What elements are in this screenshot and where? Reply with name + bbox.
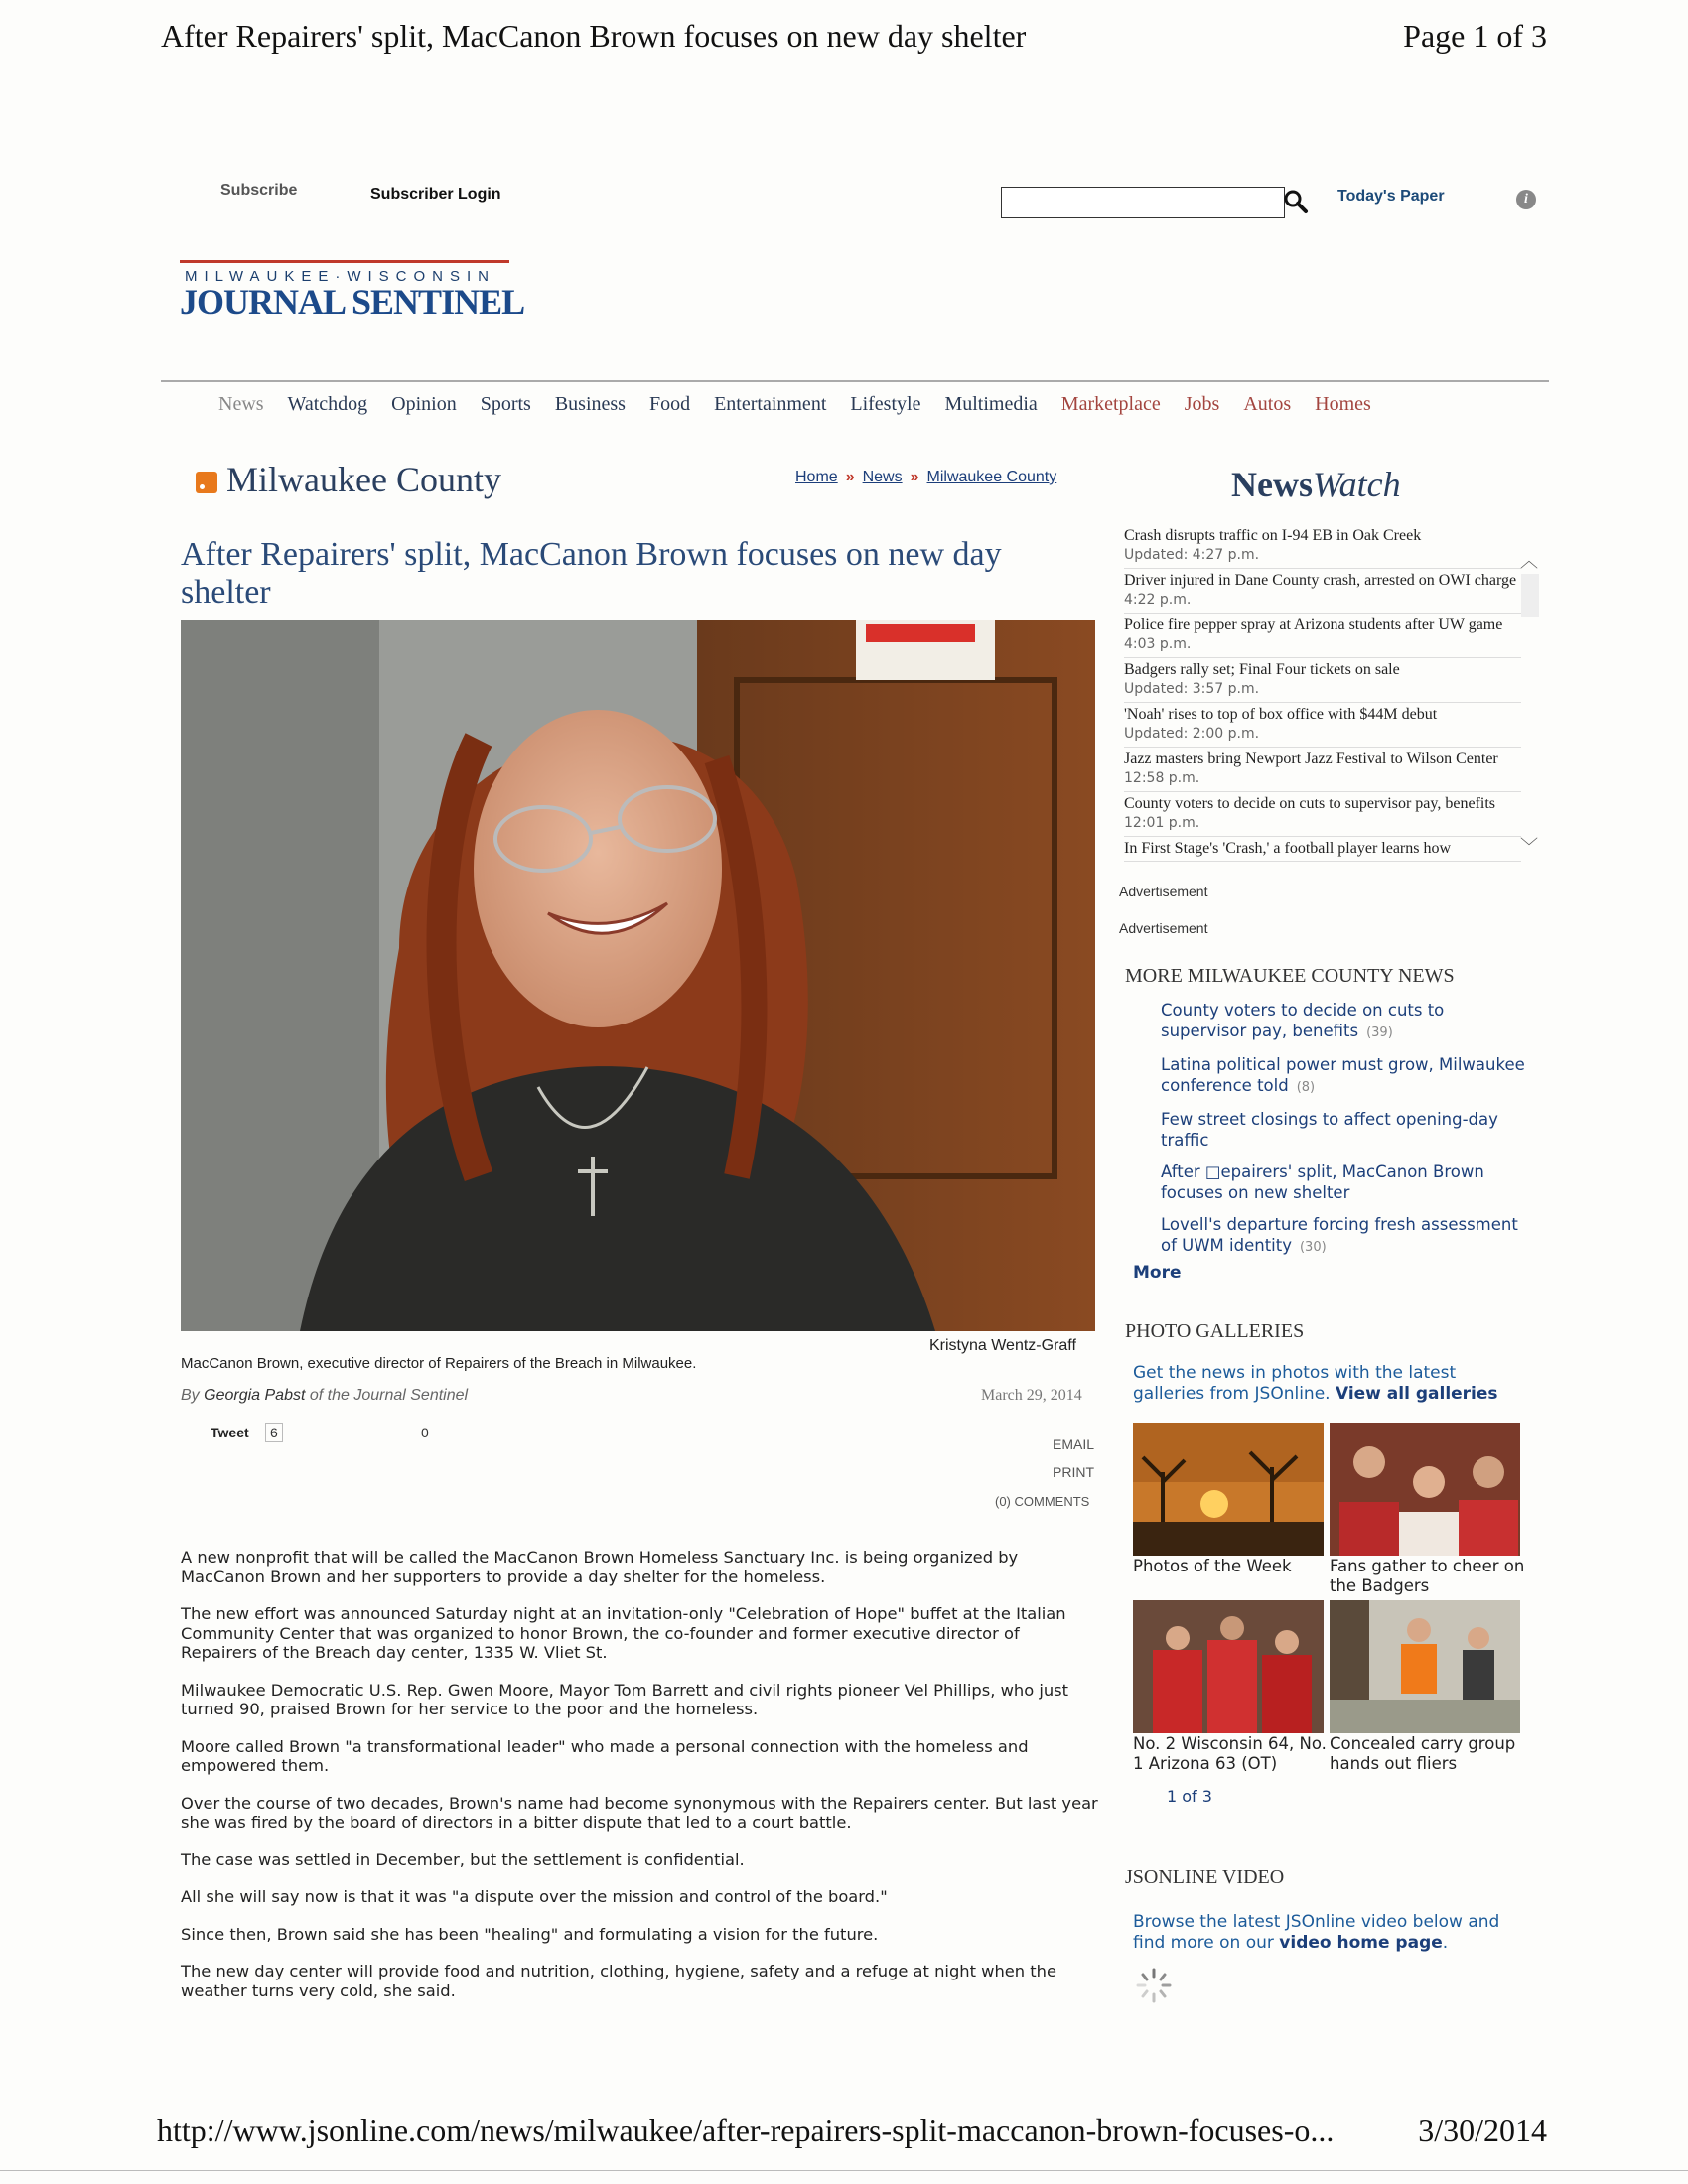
advertisement-label: Advertisement <box>1119 884 1208 899</box>
gallery-thumbnail-basketball[interactable] <box>1133 1600 1324 1733</box>
chevron-down-icon[interactable]: ﹀ <box>1520 837 1538 858</box>
newswatch-title <box>1231 464 1401 505</box>
print-footer-date: 3/30/2014 <box>1418 2113 1547 2148</box>
breadcrumb <box>795 469 1056 486</box>
newswatch-headline[interactable]: Driver injured in Dane County crash, arrested on OWI charge <box>1124 572 1517 589</box>
newswatch-headline[interactable]: County voters to decide on cuts to supervisor pay, benefits <box>1124 795 1495 812</box>
nav-watchdog[interactable]: Watchdog <box>287 392 368 415</box>
breadcrumb-news[interactable]: News <box>862 469 903 485</box>
nav-opinion[interactable]: Opinion <box>391 392 457 415</box>
subscribe-link[interactable]: Subscribe <box>220 182 298 199</box>
article-paragraph: The case was settled in December, but the settlement is confidential. <box>181 1849 745 1869</box>
nav-business[interactable]: Business <box>554 392 626 415</box>
loading-spinner-icon <box>1134 1966 1174 2005</box>
article-date: March 29, 2014 <box>981 1387 1082 1404</box>
newswatch-title-italic: Watch <box>1312 465 1401 504</box>
more-news-link[interactable]: Lovell's departure forcing fresh assessment of UWM identity <box>1161 1215 1518 1255</box>
nav-autos[interactable]: Autos <box>1243 392 1292 415</box>
newswatch-time: Updated: 2:00 p.m. <box>1124 726 1260 742</box>
newswatch-headline[interactable]: Jazz masters bring Newport Jazz Festival to Wilson Center <box>1124 751 1498 767</box>
section-title: Milwaukee County <box>226 460 501 499</box>
more-news-item[interactable] <box>1161 1214 1528 1258</box>
chevron-up-icon[interactable]: ︿ <box>1520 551 1538 572</box>
newswatch-item[interactable] <box>1124 703 1521 748</box>
nav-news[interactable]: News <box>218 392 264 415</box>
video-desc-text: Browse the latest JSOnline video below and find more on our <box>1133 1912 1500 1953</box>
search-icon[interactable] <box>1283 189 1309 214</box>
newswatch-time: 4:22 p.m. <box>1124 592 1192 608</box>
newswatch-item[interactable] <box>1124 792 1521 837</box>
galleries-desc-text: Get the news in photos with the latest galleries from JSOnline. <box>1133 1363 1457 1404</box>
video-description <box>1133 1912 1530 1954</box>
nav-homes[interactable]: Homes <box>1315 392 1371 415</box>
newswatch-headline[interactable]: Badgers rally set; Final Four tickets on sale <box>1124 661 1400 678</box>
article-photo[interactable] <box>181 620 1095 1331</box>
comment-count: (30) <box>1299 1240 1327 1255</box>
logo-location[interactable]: MILWAUKEE·WISCONSIN <box>185 268 496 285</box>
newswatch-scrollbar[interactable] <box>1521 574 1539 617</box>
print-page-number: Page 1 of 3 <box>1403 18 1547 54</box>
byline-prefix: By <box>181 1387 200 1404</box>
nav-marketplace[interactable]: Marketplace <box>1060 392 1161 415</box>
breadcrumb-separator-icon: » <box>910 469 919 485</box>
newswatch-headline[interactable]: 'Noah' rises to top of box office with $44M debut <box>1124 706 1438 723</box>
more-news-more-link[interactable]: More <box>1133 1263 1182 1283</box>
article-body <box>181 1548 1099 2018</box>
nav-divider <box>161 380 1549 382</box>
comment-count: (39) <box>1366 1025 1393 1040</box>
article-paragraph: The new day center will provide food and nutrition, clothing, hygiene, safety and a refuge at night when the weather turns very cold, she said. <box>181 1962 1057 2000</box>
galleries-description <box>1133 1363 1530 1405</box>
tweet-count: 6 <box>265 1423 283 1442</box>
main-nav <box>218 387 1383 421</box>
newswatch-time: 4:03 p.m. <box>1124 636 1192 652</box>
more-news-title: MORE MILWAUKEE COUNTY NEWS <box>1125 965 1455 987</box>
newswatch-item[interactable] <box>1124 658 1521 703</box>
comment-count: (8) <box>1296 1080 1316 1095</box>
article-paragraph: Over the course of two decades, Brown's name had become synonymous with the Repairers center. But last year she was fired by the board of directors in a bitter dispute that led to a court battle. <box>181 1793 1098 1832</box>
gallery-thumbnail-fans[interactable] <box>1330 1423 1520 1556</box>
nav-jobs[interactable]: Jobs <box>1184 392 1220 415</box>
more-news-link[interactable]: Few street closings to affect opening-day traffic <box>1161 1110 1498 1150</box>
more-news-list <box>1161 1000 1528 1269</box>
more-news-link[interactable]: After □epairers' split, MacCanon Brown focuses on new shelter <box>1161 1162 1484 1202</box>
newswatch-time: Updated: 4:27 p.m. <box>1124 547 1260 563</box>
nav-sports[interactable]: Sports <box>480 392 531 415</box>
newswatch-list[interactable] <box>1124 524 1521 874</box>
todays-paper-link[interactable]: Today's Paper <box>1337 188 1445 205</box>
more-news-link[interactable]: Latina political power must grow, Milwaukee conference told <box>1161 1055 1525 1095</box>
newswatch-headline[interactable]: Crash disrupts traffic on I-94 EB in Oak Creek <box>1124 527 1422 544</box>
article-paragraph: A new nonprofit that will be called the MacCanon Brown Homeless Sanctuary Inc. is being organized by MacCanon Brown and her supporters to provide a day shelter for the homeless. <box>181 1548 1019 1586</box>
nav-multimedia[interactable]: Multimedia <box>944 392 1038 415</box>
email-link[interactable]: EMAIL <box>1053 1436 1095 1452</box>
more-news-item[interactable] <box>1161 1161 1528 1203</box>
more-news-link[interactable]: County voters to decide on cuts to supervisor pay, benefits <box>1161 1001 1445 1040</box>
newswatch-time: 12:01 p.m. <box>1124 815 1200 831</box>
video-home-page-link[interactable]: video home page <box>1279 1933 1443 1953</box>
byline-suffix: of the Journal Sentinel <box>309 1387 469 1404</box>
gallery-thumbnail-concealed-carry[interactable] <box>1330 1600 1520 1733</box>
newswatch-title-bold: News <box>1231 465 1313 504</box>
breadcrumb-home[interactable]: Home <box>795 469 838 485</box>
logo[interactable]: JOURNAL SENTINEL <box>180 282 525 322</box>
gallery-thumbnail-sunset[interactable] <box>1133 1423 1324 1556</box>
article-paragraph: All she will say now is that it was "a dispute over the mission and control of the board." <box>181 1887 888 1906</box>
more-news-item[interactable] <box>1161 1109 1528 1151</box>
share-count: 0 <box>421 1425 429 1440</box>
newswatch-item[interactable] <box>1124 614 1521 658</box>
breadcrumb-separator-icon: » <box>845 469 855 485</box>
author-link[interactable]: Georgia Pabst <box>204 1387 306 1404</box>
gallery-caption[interactable]: Fans gather to cheer on the Badgers <box>1330 1557 1525 1595</box>
article-paragraph: The new effort was announced Saturday night at an invitation-only "Celebration of Hope" buffet at the Italian Community Center that was organized to honor Brown, the co-founder and former executive director of Repairers of the Breach day center, 1335 W. Vliet St. <box>181 1604 1066 1662</box>
nav-food[interactable]: Food <box>648 392 691 415</box>
view-all-galleries-link[interactable]: View all galleries <box>1335 1384 1498 1404</box>
article-paragraph: Since then, Brown said she has been "healing" and formulating a vision for the future. <box>181 1924 879 1944</box>
logo-rule <box>180 260 509 263</box>
gallery-page-counter: 1 of 3 <box>1167 1787 1212 1806</box>
comments-link[interactable]: (0) COMMENTS <box>995 1494 1090 1509</box>
subscriber-login-link[interactable]: Subscriber Login <box>370 186 501 203</box>
newswatch-item[interactable] <box>1124 748 1521 792</box>
more-news-item[interactable] <box>1161 1054 1528 1098</box>
breadcrumb-section[interactable]: Milwaukee County <box>926 469 1057 485</box>
info-icon[interactable]: i <box>1516 190 1536 209</box>
print-link[interactable]: PRINT <box>1053 1464 1094 1480</box>
newswatch-item[interactable] <box>1124 569 1521 614</box>
photo-galleries-title: PHOTO GALLERIES <box>1125 1320 1305 1342</box>
article-paragraph: Moore called Brown "a transformational leader" who made a personal connection with the homeless and empowered them. <box>181 1736 1029 1775</box>
more-news-item[interactable] <box>1161 1000 1528 1043</box>
nav-lifestyle[interactable]: Lifestyle <box>850 392 921 415</box>
rss-icon[interactable] <box>196 472 217 493</box>
video-desc-tail: . <box>1442 1933 1449 1953</box>
portrait-illustration <box>181 620 1095 1331</box>
article-paragraph: Milwaukee Democratic U.S. Rep. Gwen Moore, Mayor Tom Barrett and civil rights pioneer Vel Phillips, who just turned 90, praised Brown for her service to the poor and the homeless. <box>181 1680 1069 1718</box>
gallery-caption[interactable]: Photos of the Week <box>1133 1557 1292 1575</box>
photo-credit: Kristyna Wentz-Graff <box>929 1337 1076 1354</box>
search-input[interactable] <box>1001 187 1285 218</box>
newswatch-headline[interactable]: Police fire pepper spray at Arizona students after UW game <box>1124 616 1503 633</box>
gallery-caption[interactable]: Concealed carry group hands out fliers <box>1330 1734 1516 1773</box>
video-section-title: JSONLINE VIDEO <box>1125 1866 1285 1888</box>
newswatch-item[interactable] <box>1124 837 1521 862</box>
tweet-button[interactable]: Tweet <box>211 1425 249 1440</box>
print-footer-url: http://www.jsonline.com/news/milwaukee/after-repairers-split-maccanon-brown-focuses-o... <box>157 2113 1335 2148</box>
newswatch-time: Updated: 3:57 p.m. <box>1124 681 1260 697</box>
newswatch-headline[interactable]: In First Stage's 'Crash,' a football player learns how <box>1124 840 1452 857</box>
gallery-caption[interactable]: No. 2 Wisconsin 64, No. 1 Arizona 63 (OT) <box>1133 1734 1327 1773</box>
page-edge-rule <box>0 2170 1688 2171</box>
newswatch-item[interactable] <box>1124 524 1521 569</box>
photo-caption: MacCanon Brown, executive director of Repairers of the Breach in Milwaukee. <box>181 1355 697 1372</box>
article-headline: After Repairers' split, MacCanon Brown focuses on new day shelter <box>181 536 1002 611</box>
nav-entertainment[interactable]: Entertainment <box>714 392 827 415</box>
byline <box>181 1387 468 1405</box>
print-header-title: After Repairers' split, MacCanon Brown focuses on new day shelter <box>161 18 1027 54</box>
newswatch-time: 12:58 p.m. <box>1124 770 1200 786</box>
advertisement-label: Advertisement <box>1119 920 1208 936</box>
